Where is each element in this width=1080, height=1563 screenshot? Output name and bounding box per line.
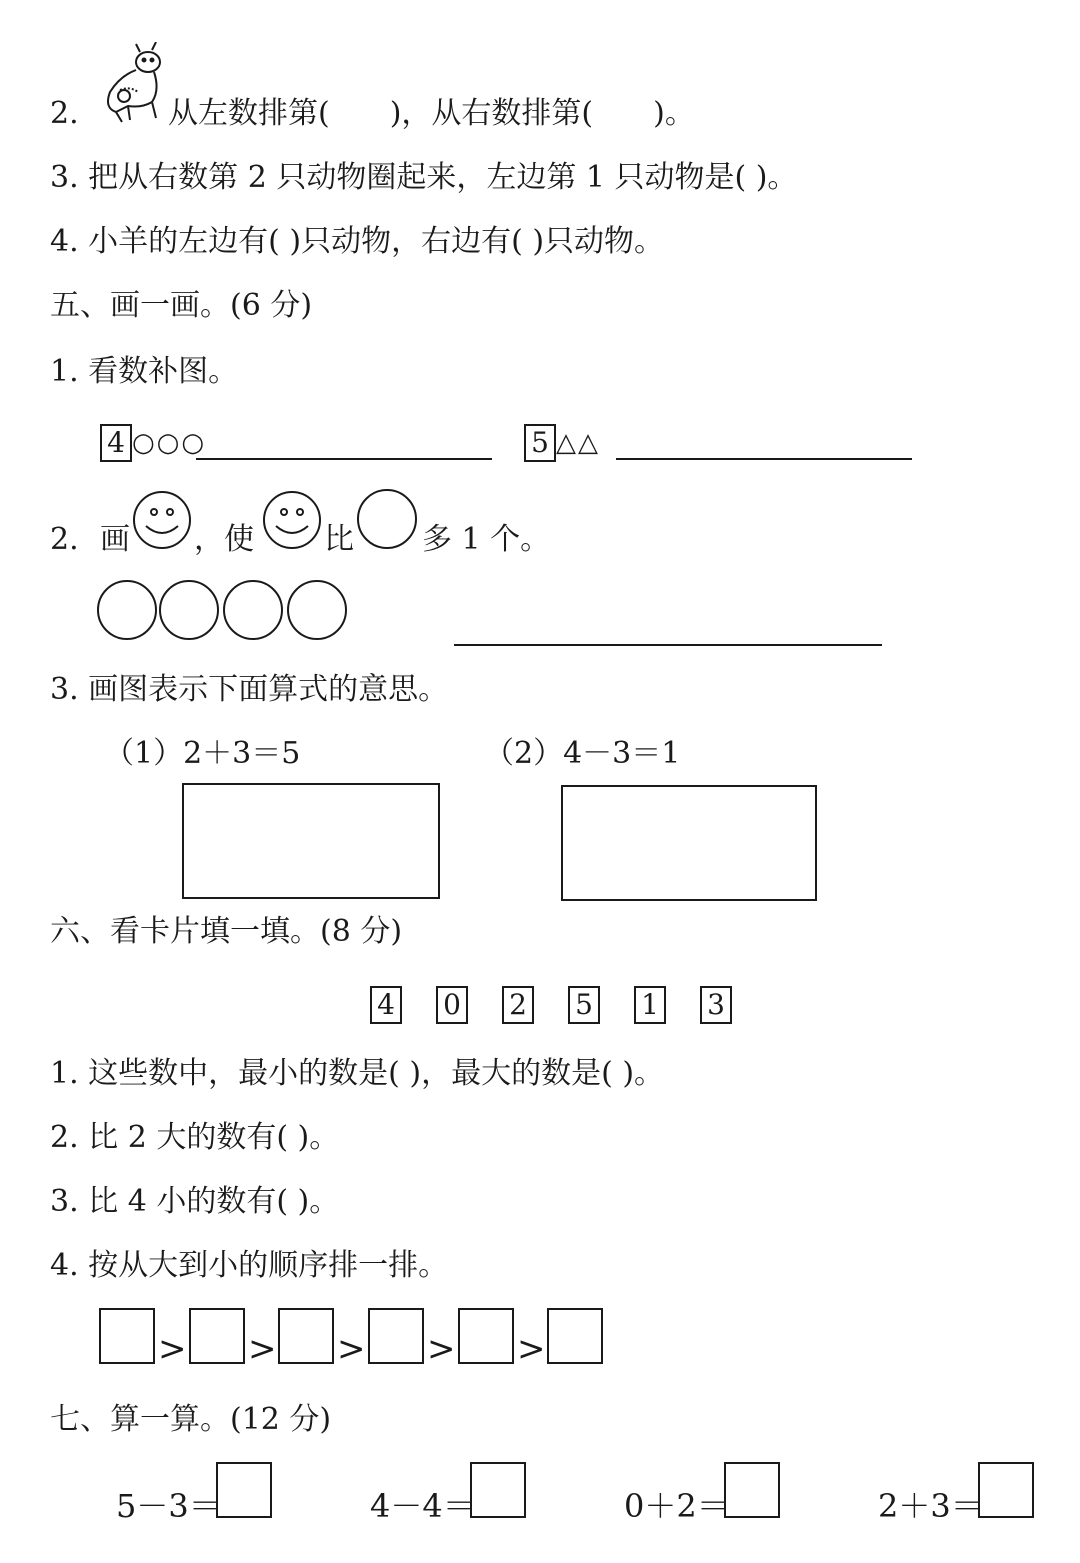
answer-line-draw[interactable] bbox=[454, 644, 882, 646]
number-card: 2 bbox=[502, 986, 534, 1024]
question-4-item-2 bbox=[50, 94, 79, 134]
answer-line-a[interactable] bbox=[196, 458, 492, 460]
q2-more-text: 多 1 个。 bbox=[422, 522, 551, 557]
number-card: 4 bbox=[370, 986, 402, 1024]
prompt-part-2: )，从右数排第( bbox=[389, 96, 594, 131]
answer-line-b[interactable] bbox=[616, 458, 912, 460]
question-4-item-4: 4. 小羊的左边有( )只动物，右边有( )只动物。 bbox=[50, 224, 665, 259]
number-card: 1 bbox=[634, 986, 666, 1024]
greater-than-sign: > bbox=[337, 1329, 366, 1369]
number-card: 3 bbox=[700, 986, 732, 1024]
answer-box[interactable] bbox=[724, 1462, 780, 1518]
question-4-item-3: 3. 把从右数第 2 只动物圈起来，左边第 1 只动物是( )。 bbox=[50, 160, 798, 195]
drawing-box-2[interactable] bbox=[561, 785, 817, 901]
section-5-question-2 bbox=[50, 520, 79, 560]
greater-than-sign: > bbox=[248, 1329, 277, 1369]
order-box[interactable] bbox=[368, 1308, 424, 1364]
drawing-box-1[interactable] bbox=[182, 783, 440, 899]
circle-icon bbox=[356, 488, 418, 550]
prompt-part-3: )。 bbox=[653, 96, 695, 131]
section-5-question-1: 1. 看数补图。 bbox=[50, 354, 239, 389]
smiley-face-icon bbox=[262, 490, 322, 550]
equation-2: （2）4－3＝1 bbox=[484, 736, 681, 771]
q2-than-text: 比 bbox=[324, 522, 354, 557]
smiley-face-icon bbox=[132, 490, 192, 550]
section-6-question-2: 2. 比 2 大的数有( )。 bbox=[50, 1120, 340, 1155]
circle-icon bbox=[224, 581, 282, 639]
answer-box[interactable] bbox=[216, 1462, 272, 1518]
prompt-part-1: 从左数排第( bbox=[168, 96, 330, 131]
circle-icon bbox=[160, 581, 218, 639]
pattern-b bbox=[524, 422, 600, 463]
order-box[interactable] bbox=[547, 1308, 603, 1364]
section-6-question-4: 4. 按从大到小的顺序排一排。 bbox=[50, 1248, 449, 1283]
greater-than-sign: > bbox=[427, 1329, 456, 1369]
four-circles bbox=[96, 578, 356, 642]
section-5-heading: 五、画一画。(6 分) bbox=[50, 288, 313, 323]
number-cards bbox=[370, 984, 732, 1024]
equation-1: （1）2＋3＝5 bbox=[104, 736, 301, 771]
item-number: 2. bbox=[50, 522, 79, 557]
calc-equation-2: 4－4＝ bbox=[370, 1487, 475, 1525]
greater-than-sign: > bbox=[158, 1329, 187, 1369]
q2-draw-text: 画 bbox=[100, 522, 130, 557]
calc-equation-3: 0＋2＝ bbox=[624, 1487, 729, 1525]
order-box[interactable] bbox=[458, 1308, 514, 1364]
answer-box[interactable] bbox=[470, 1462, 526, 1518]
greater-than-sign: > bbox=[517, 1329, 546, 1369]
number-box-b: 5 bbox=[524, 424, 556, 462]
triangle-shapes: △△ bbox=[556, 428, 600, 458]
q2-comma-text: ，使 bbox=[194, 522, 254, 557]
section-7-heading: 七、算一算。(12 分) bbox=[50, 1402, 332, 1437]
section-6-question-3: 3. 比 4 小的数有( )。 bbox=[50, 1184, 340, 1219]
pattern-a bbox=[100, 422, 206, 463]
answer-box[interactable] bbox=[978, 1462, 1034, 1518]
circle-shapes: ○○○ bbox=[132, 428, 207, 458]
goat-icon bbox=[100, 42, 170, 124]
circle-icon bbox=[288, 581, 346, 639]
number-box-a: 4 bbox=[100, 424, 132, 462]
order-box[interactable] bbox=[189, 1308, 245, 1364]
order-box[interactable] bbox=[99, 1308, 155, 1364]
question-4-item-2-text bbox=[168, 94, 695, 134]
calc-equation-4: 2＋3＝ bbox=[878, 1487, 983, 1525]
number-card: 5 bbox=[568, 986, 600, 1024]
item-number: 2. bbox=[50, 96, 79, 131]
number-card: 0 bbox=[436, 986, 468, 1024]
section-6-heading: 六、看卡片填一填。(8 分) bbox=[50, 914, 403, 949]
calc-equation-1: 5－3＝ bbox=[116, 1487, 221, 1525]
section-5-question-3: 3. 画图表示下面算式的意思。 bbox=[50, 672, 449, 707]
section-6-question-1: 1. 这些数中，最小的数是( )，最大的数是( )。 bbox=[50, 1056, 665, 1091]
circle-icon bbox=[98, 581, 156, 639]
order-box[interactable] bbox=[278, 1308, 334, 1364]
